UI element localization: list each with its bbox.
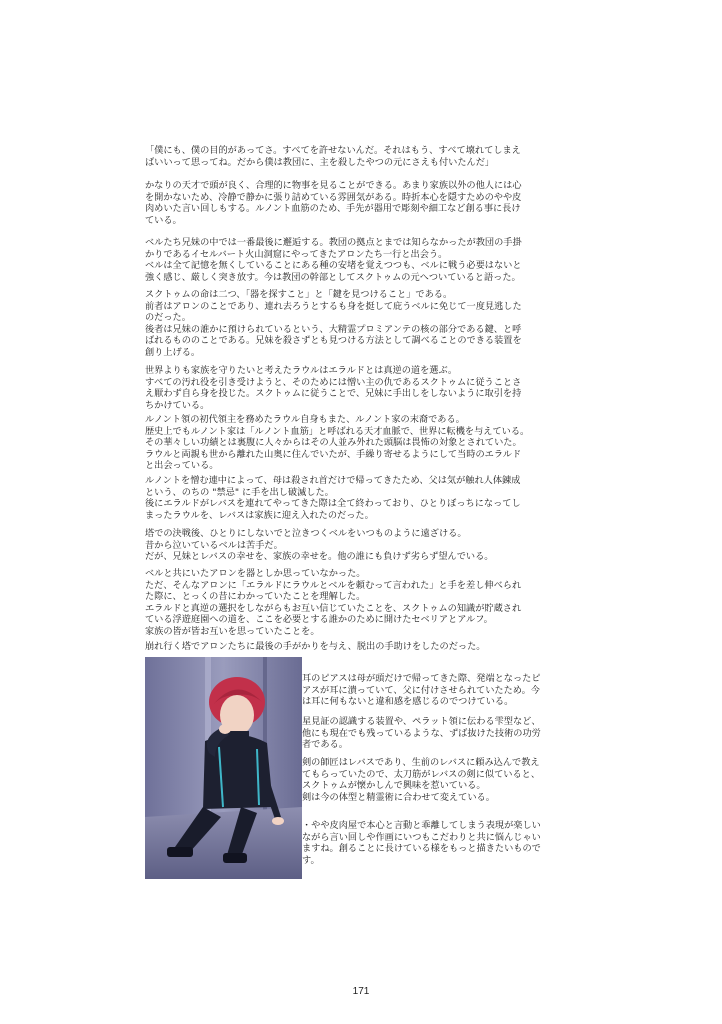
paragraph-mission: スクトゥムの命は二つ、「器を探すこと」と「鍵を見つけること」である。 前者はアロンのことであり、連れ去ろうとするも身を挺して庇うベルに免じて一度見逃した のだった。 後者は兄妹の誰かに預けられているという、大精霊プロミアンテの核の部分である鍵、と呼 ばれるもののことである。兄妹を殺さずとも見つける方法として調べることのできる装置を 創り上げる。 [145, 289, 522, 358]
side-note-piercing: 耳のピアスは母が頭だけで帰ってきた際、発端となったピ アスが耳に潰っていて、父に付けさせられていたため。今 は耳に何もないと違和感を感じるのでつけている。 [302, 673, 541, 708]
paragraph-ending: 崩れ行く塔でアロンたちに最後の手がかりを与え、脱出の手助けをしたのだった。 [145, 641, 486, 652]
side-note-comment: ・やや皮肉屋で本心と言動と乖離してしまう表現が楽しい ながら言い回しや作画にいつもこだわりと共に悩んじゃい ますね。創ることに長けている様をもっと描きたいもので す。 [302, 820, 541, 866]
paragraph-encounter: ベルたち兄妹の中では一番最後に邂逅する。教団の拠点とまでは知らなかったが教団の手掛 かりであるイセルバート火山洞窟にやってきたアロンたち一行と出会う。 ベルは全て記憶を無くしていることにある種の安堵を覚えつつも、ベルに戦う必要はないと 強く感じ、厳しく突き放す。今は教団の幹部としてスクトゥムの元へついていると語った。 [145, 237, 522, 283]
paragraph-after-battle: 塔での決戦後、ひとりにしないでと泣きつくベルをいつものように遠ざける。 昔から泣いているベルは苦手だ。 だが、兄妹とレバスの幸せを、家族の幸せを。他の誰にも負けず劣らず望んでいる。 [145, 528, 494, 563]
page-number: 171 [352, 986, 370, 997]
side-note-devices: 星見証の認識する装置や、ペラット領に伝わる雫型など、 他にも現在でも残っているような、ずば抜けた技術の功労 者である。 [302, 716, 541, 751]
paragraph-personality: かなりの天才で頭が良く、合理的に物事を見ることができる。あまり家族以外の他人には心 を開かないため、冷静で静かに張り詰めている雰囲気がある。時折本心を隠すためのやや皮 肉めいた言い回しもする。ルノント血筋のため、手先が器用で彫刻や細工など創る事に長け ている。 [145, 180, 522, 226]
paragraph-lineage: ルノント領の初代領主を務めたラウル自身もまた、ルノント家の末裔である。 歴史上でもルノント家は「ルノント血筋」と呼ばれる天才血脈で、世界に転機を与えている。 その華々しい功績とは裏腹に人々からはその人並み外れた頭脳は畏怖の対象とされていた。 ラウルと両親も世から離れた山奥に住んでいたが、手繰り寄せるようにして当時のエラルド と出会っている。 [145, 414, 530, 472]
paragraph-quote: 「僕にも、僕の目的があってさ。すべてを許せないんだ。それはもう、すべて壊れてしまえ ばいいって思ってね。だから僕は教団に、主を殺したやつの元にさえも付いたんだ」 [145, 145, 521, 168]
character-illustration [145, 657, 302, 879]
paragraph-aron: ベルと共にいたアロンを器としか思っていなかった。 ただ、そんなアロンに「エラルドにラウルとベルを頼むって言われた」と手を差し伸べられ た際に、とっくの昔にわかっていたことを理解した。 エラルドと真逆の選択をしながらもお互い信じていたことを、スクトゥムの知識が貯蔵され ている浮遊庭園への道を、ここを必要とする誰かのために開けたセベリアとアルフ。 家族の皆が皆お互いを思っていたことを。 [145, 568, 522, 637]
character-illustration-art [145, 657, 302, 879]
paragraph-past: ルノントを憎む連中によって、母は殺され首だけで帰ってきたため、父は気が触れ人体錬成 という、のちの "禁忌" に手を出し破滅した。 後にエラルドがレバスを連れてやってきた際は全て終わっており、ひとりぼっちになってし まったラウルを、レバスは家族に迎え入れたのだった。 [145, 475, 521, 521]
side-note-sword: 剣の師匠はレバスであり、生前のレバスに頼み込んで教え てもらっていたので、太刀筋がレバスの剣に似ていると、 スクトゥムが懐かしんで興味を惹いている。 剣は今の体型と精霊術に合わせて変えている。 [302, 757, 541, 803]
paragraph-choice: 世界よりも家族を守りたいと考えたラウルはエラルドとは真逆の道を選ぶ。 すべての汚れ役を引き受けようと、そのためには憎い主の仇であるスクトゥムに従うことさ え厭わず自ら身を投じた。スクトゥムに従うことで、兄妹に手出しをしないように取引を持 ちかけている。 [145, 365, 522, 411]
